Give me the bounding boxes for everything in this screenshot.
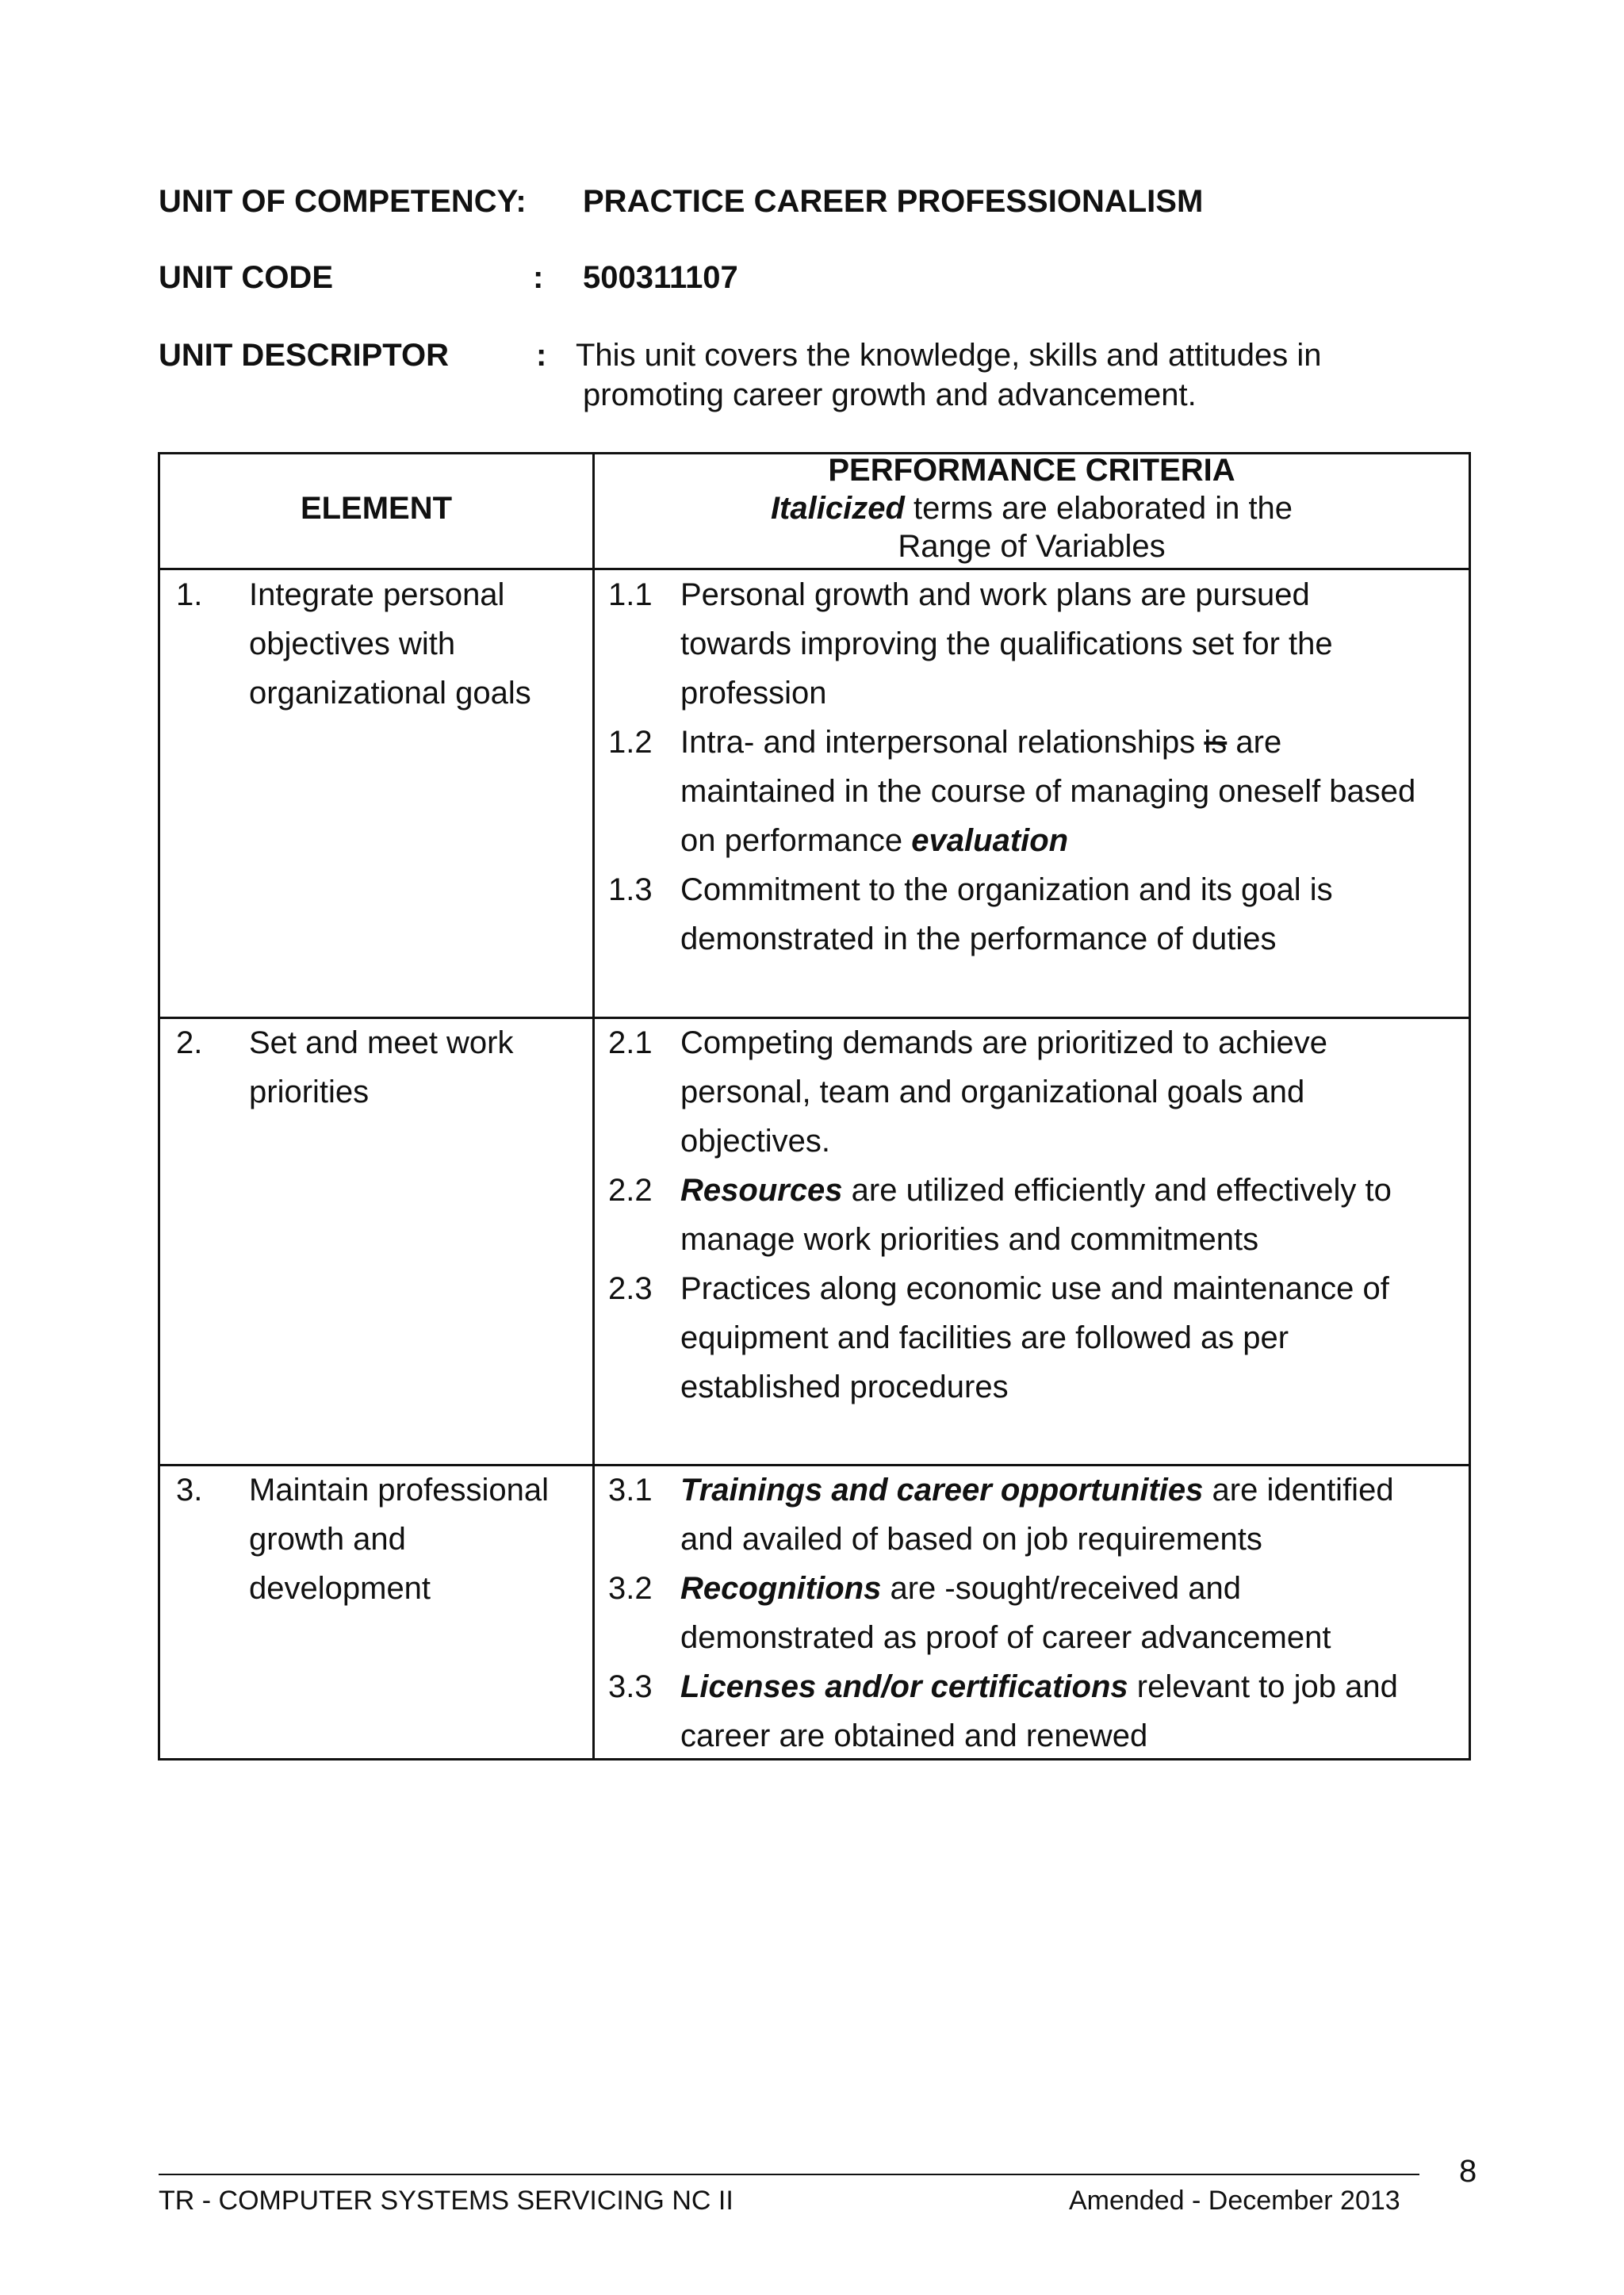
- criterion-number-3-1: 3.1: [608, 1473, 653, 1508]
- footer-document-title: TR - COMPUTER SYSTEMS SERVICING NC II: [159, 2186, 733, 2216]
- criterion-2-2-text: Resources are utilized efficiently and effectively to manage work priorities and commitments: [680, 1173, 1392, 1257]
- element-number-2: 2.: [176, 1025, 203, 1060]
- element-number-1: 1.: [176, 577, 203, 612]
- criterion-number-1-2: 1.2: [608, 725, 653, 760]
- criterion-number-3-2: 3.2: [608, 1571, 653, 1606]
- criterion-number-2-2: 2.2: [608, 1173, 653, 1208]
- unit-descriptor-label: UNIT DESCRIPTOR: [159, 338, 449, 373]
- unit-descriptor-line-1: This unit covers the knowledge, skills and attitudes in: [576, 338, 1322, 373]
- element-2-text: Set and meet work priorities: [249, 1025, 514, 1109]
- criterion-number-2-3: 2.3: [608, 1271, 653, 1306]
- criterion-1-1-text: Personal growth and work plans are pursued towards improving the qualifications set for the profession: [680, 577, 1333, 711]
- criterion-number-1-1: 1.1: [608, 577, 653, 612]
- unit-code-value: 500311107: [583, 260, 738, 295]
- criterion-3-1-text: Trainings and career opportunities are identified and availed of based on job requirements: [680, 1473, 1394, 1557]
- element-number-3: 3.: [176, 1473, 203, 1508]
- footer-amended-date: Amended - December 2013: [1069, 2186, 1400, 2216]
- element-3-text: Maintain professional growth and development: [249, 1473, 549, 1606]
- struck-word: is: [1204, 725, 1228, 760]
- unit-descriptor-colon: :: [536, 338, 547, 373]
- element-column-header: ELEMENT: [300, 491, 453, 526]
- column-divider: [592, 454, 595, 1758]
- unit-code-colon: :: [533, 260, 544, 295]
- competency-table: [158, 452, 1471, 1761]
- criterion-number-2-1: 2.1: [608, 1025, 653, 1060]
- performance-criteria-note: Italicized terms are elaborated in the: [770, 491, 1293, 526]
- criterion-2-1-text: Competing demands are prioritized to achieve personal, team and organizational goals and objectives.: [680, 1025, 1327, 1159]
- criterion-3-2-text: Recognitions are -sought/received and demonstrated as proof of career advancement: [680, 1571, 1331, 1655]
- performance-criteria-note-line-2: Range of Variables: [898, 529, 1166, 564]
- criterion-1-3-text: Commitment to the organization and its goal is demonstrated in the performance of duties: [680, 872, 1333, 956]
- criterion-1-2-text: Intra- and interpersonal relationships is are maintained in the course of managing oneself based on performance evaluation: [680, 725, 1416, 858]
- criterion-2-3-text: Practices along economic use and maintenance of equipment and facilities are followed as per established procedures: [680, 1271, 1389, 1404]
- criterion-number-3-3: 3.3: [608, 1669, 653, 1704]
- criterion-3-3-text: Licenses and/or certifications relevant to job and career are obtained and renewed: [680, 1669, 1398, 1753]
- performance-criteria-column-header: [595, 451, 1469, 565]
- unit-descriptor-line-2: promoting career growth and advancement.: [583, 377, 1197, 412]
- element-1-text: Integrate personal objectives with organizational goals: [249, 577, 531, 711]
- performance-criteria-title: PERFORMANCE CRITERIA: [828, 453, 1235, 488]
- unit-of-competency-label: UNIT OF COMPETENCY:: [159, 184, 527, 219]
- unit-code-label: UNIT CODE: [159, 260, 333, 295]
- page-number: 8: [1459, 2154, 1477, 2189]
- criterion-number-1-3: 1.3: [608, 872, 653, 907]
- unit-of-competency-value: PRACTICE CAREER PROFESSIONALISM: [583, 184, 1204, 219]
- footer-rule: [159, 2174, 1419, 2175]
